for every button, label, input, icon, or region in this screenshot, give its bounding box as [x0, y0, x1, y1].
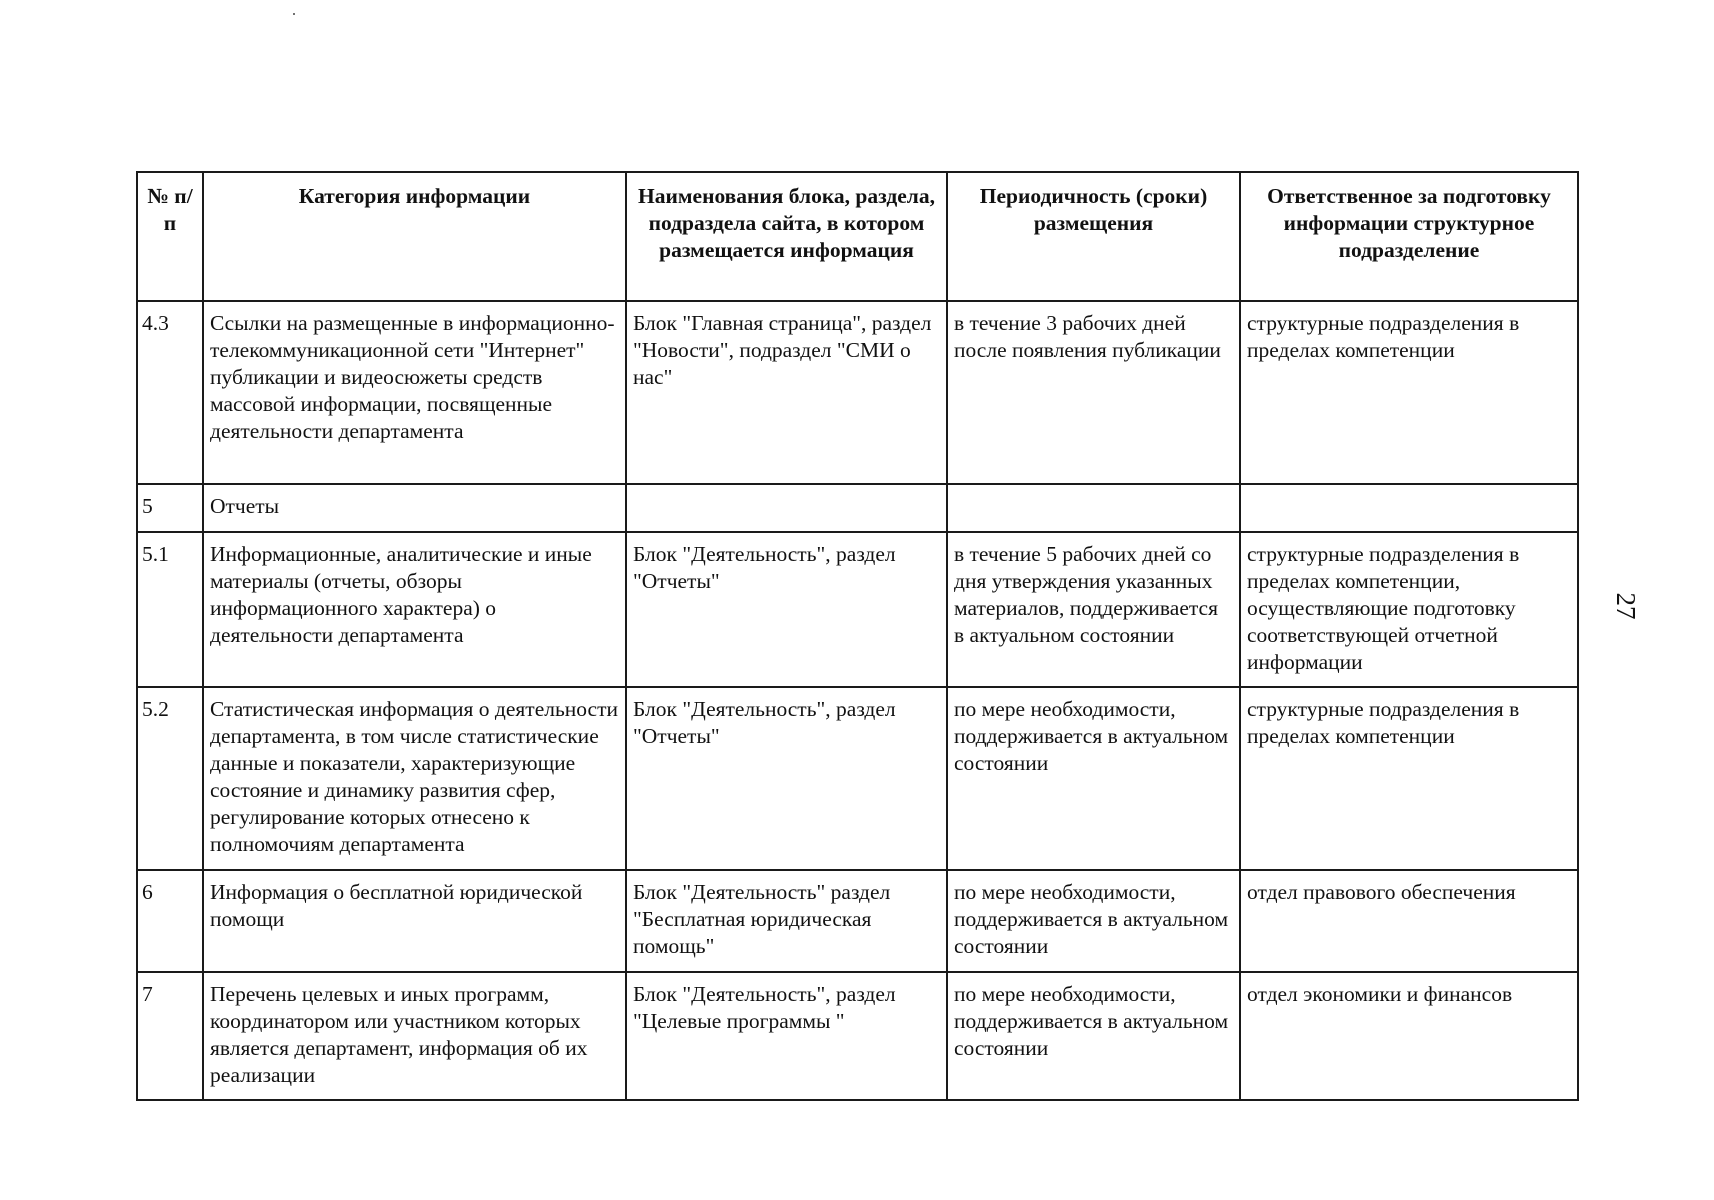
row-category: Перечень целевых и иных программ, координатором или участником которых является департамент, информация об их реализации: [203, 972, 626, 1100]
header-block: Наименования блока, раздела, подраздела сайта, в котором размещается информация: [626, 172, 947, 301]
row-num: 6: [137, 870, 203, 972]
scan-speck: [293, 13, 295, 15]
row-block: Блок "Деятельность", раздел "Целевые программы ": [626, 972, 947, 1100]
row-responsible: структурные подразделения в пределах компетенции: [1240, 301, 1578, 484]
row-period: [947, 484, 1240, 532]
row-responsible: [1240, 484, 1578, 532]
table-row: [137, 870, 1578, 972]
row-period: по мере необходимости, поддерживается в актуальном состоянии: [947, 870, 1240, 972]
page-number: 27: [1611, 592, 1641, 620]
table-row: [137, 972, 1578, 1100]
row-responsible: структурные подразделения в пределах компетенции, осуществляющие подготовку соответствующей отчетной информации: [1240, 532, 1578, 687]
row-num: 5.1: [137, 532, 203, 687]
row-category: Ссылки на размещенные в информационно-телекоммуникационной сети "Интернет" публикации и видеосюжеты средств массовой информации, посвященные деятельности департамента: [203, 301, 626, 484]
table-row: [137, 687, 1578, 870]
table-header-row: [137, 172, 1578, 301]
row-block: Блок "Деятельность", раздел "Отчеты": [626, 532, 947, 687]
header-responsible: Ответственное за подготовку информации структурное подразделение: [1240, 172, 1578, 301]
row-responsible: структурные подразделения в пределах компетенции: [1240, 687, 1578, 870]
row-category: Отчеты: [203, 484, 626, 532]
table-row: [137, 532, 1578, 687]
row-category: Статистическая информация о деятельности департамента, в том числе статистические данные и показатели, характеризующие состояние и динамику развития сфер, регулирование которых отнесено к полномочиям департамента: [203, 687, 626, 870]
header-num: № п/п: [137, 172, 203, 301]
row-block: [626, 484, 947, 532]
row-category: Информационные, аналитические и иные материалы (отчеты, обзоры информационного характера) о деятельности департамента: [203, 532, 626, 687]
row-block: Блок "Главная страница", раздел "Новости", подраздел "СМИ о нас": [626, 301, 947, 484]
row-num: 5: [137, 484, 203, 532]
row-block: Блок "Деятельность", раздел "Отчеты": [626, 687, 947, 870]
row-period: в течение 5 рабочих дней со дня утверждения указанных материалов, поддерживается в актуальном состоянии: [947, 532, 1240, 687]
row-num: 7: [137, 972, 203, 1100]
header-period: Периодичность (сроки) размещения: [947, 172, 1240, 301]
header-category: Категория информации: [203, 172, 626, 301]
row-num: 4.3: [137, 301, 203, 484]
row-category: Информация о бесплатной юридической помощи: [203, 870, 626, 972]
row-period: в течение 3 рабочих дней после появления публикации: [947, 301, 1240, 484]
table-row: [137, 301, 1578, 484]
row-period: по мере необходимости, поддерживается в актуальном состоянии: [947, 687, 1240, 870]
row-block: Блок "Деятельность" раздел "Бесплатная юридическая помощь": [626, 870, 947, 972]
row-responsible: отдел правового обеспечения: [1240, 870, 1578, 972]
information-table: [136, 171, 1579, 1101]
table-row: [137, 484, 1578, 532]
row-period: по мере необходимости, поддерживается в актуальном состоянии: [947, 972, 1240, 1100]
row-num: 5.2: [137, 687, 203, 870]
row-responsible: отдел экономики и финансов: [1240, 972, 1578, 1100]
